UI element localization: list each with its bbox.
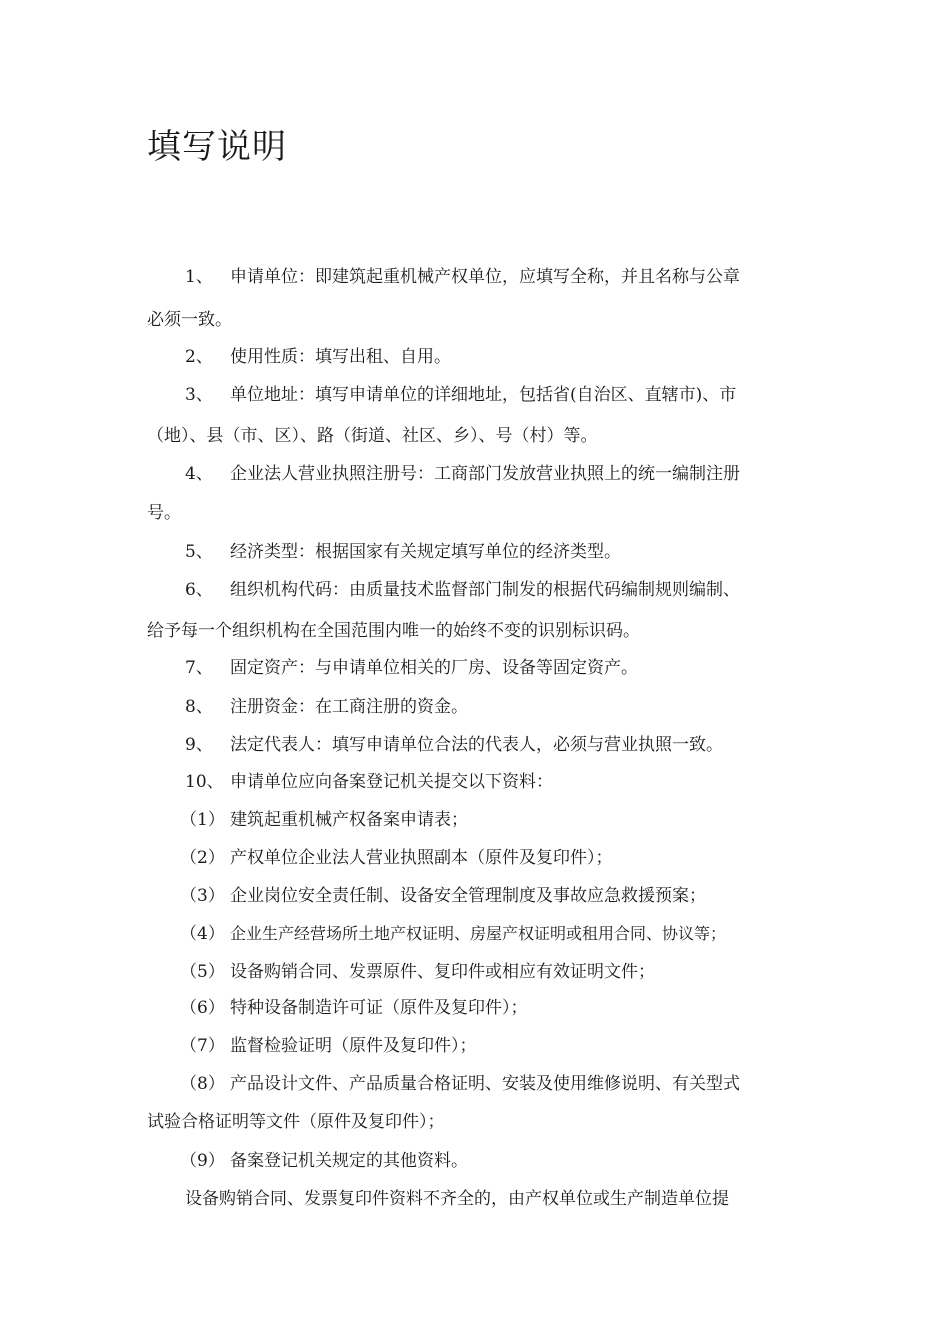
- material-text: 设备购销合同、发票原件、复印件或相应有效证明文件；: [230, 962, 655, 982]
- material-number: （3）: [180, 886, 225, 906]
- item-number: 4、: [185, 464, 213, 484]
- material-text: 监督检验证明（原件及复印件）；: [230, 1036, 477, 1056]
- material-number: （8）: [180, 1074, 225, 1094]
- material-number: （6）: [180, 998, 225, 1018]
- item-text: 申请单位：即建筑起重机械产权单位，应填写全称，并且名称与公章: [230, 267, 740, 287]
- item-number: 8、: [185, 697, 213, 717]
- closing-text: 设备购销合同、发票复印件资料不齐全的，由产权单位或生产制造单位提: [185, 1189, 729, 1209]
- item-text-continued: 必须一致。: [147, 310, 232, 330]
- item-number: 1、: [185, 267, 213, 287]
- material-text: 特种设备制造许可证（原件及复印件）；: [230, 998, 528, 1018]
- item-text-continued: 号。: [147, 503, 181, 523]
- item-number: 5、: [185, 542, 213, 562]
- material-text-continued: 试验合格证明等文件（原件及复印件）；: [147, 1112, 445, 1132]
- item-text: 注册资金：在工商注册的资金。: [230, 697, 468, 717]
- item-number: 3、: [185, 385, 213, 405]
- material-number: （7）: [180, 1036, 225, 1056]
- item-text: 法定代表人：填写申请单位合法的代表人，必须与营业执照一致。: [230, 735, 723, 755]
- item-number: 9、: [185, 735, 213, 755]
- item-text: 经济类型：根据国家有关规定填写单位的经济类型。: [230, 542, 621, 562]
- item-text-continued: （地）、县（市、区）、路（街道、社区、乡）、号（村）等。: [147, 426, 598, 446]
- item-number: 10、: [185, 772, 224, 792]
- material-text: 企业生产经营场所土地产权证明、房屋产权证明或租用合同、协议等；: [230, 924, 727, 943]
- item-number: 6、: [185, 580, 213, 600]
- item-text: 使用性质：填写出租、自用。: [230, 347, 451, 367]
- item-text: 组织机构代码：由质量技术监督部门制发的根据代码编制规则编制、: [230, 580, 740, 600]
- item-text: 企业法人营业执照注册号：工商部门发放营业执照上的统一编制注册: [230, 464, 740, 484]
- material-number: （1）: [180, 810, 225, 830]
- material-text: 备案登记机关规定的其他资料。: [230, 1151, 468, 1171]
- material-number: （5）: [180, 962, 225, 982]
- material-number: （2）: [180, 848, 225, 868]
- material-text: 建筑起重机械产权备案申请表；: [230, 810, 468, 830]
- material-number: （4）: [180, 924, 225, 944]
- material-text: 产品设计文件、产品质量合格证明、安装及使用维修说明、有关型式: [230, 1074, 740, 1094]
- item-number: 2、: [185, 347, 213, 367]
- item-text-continued: 给予每一个组织机构在全国范围内唯一的始终不变的识别标识码。: [147, 621, 640, 641]
- material-text: 企业岗位安全责任制、设备安全管理制度及事故应急救援预案；: [230, 886, 706, 906]
- item-text: 单位地址：填写申请单位的详细地址，包括省(自治区、直辖市)、市: [230, 385, 737, 405]
- material-number: （9）: [180, 1151, 225, 1171]
- page-title: 填写说明: [147, 127, 287, 167]
- item-number: 7、: [185, 658, 213, 678]
- item-text: 申请单位应向备案登记机关提交以下资料：: [230, 772, 553, 792]
- material-text: 产权单位企业法人营业执照副本（原件及复印件）；: [230, 848, 613, 868]
- item-text: 固定资产：与申请单位相关的厂房、设备等固定资产。: [230, 658, 638, 678]
